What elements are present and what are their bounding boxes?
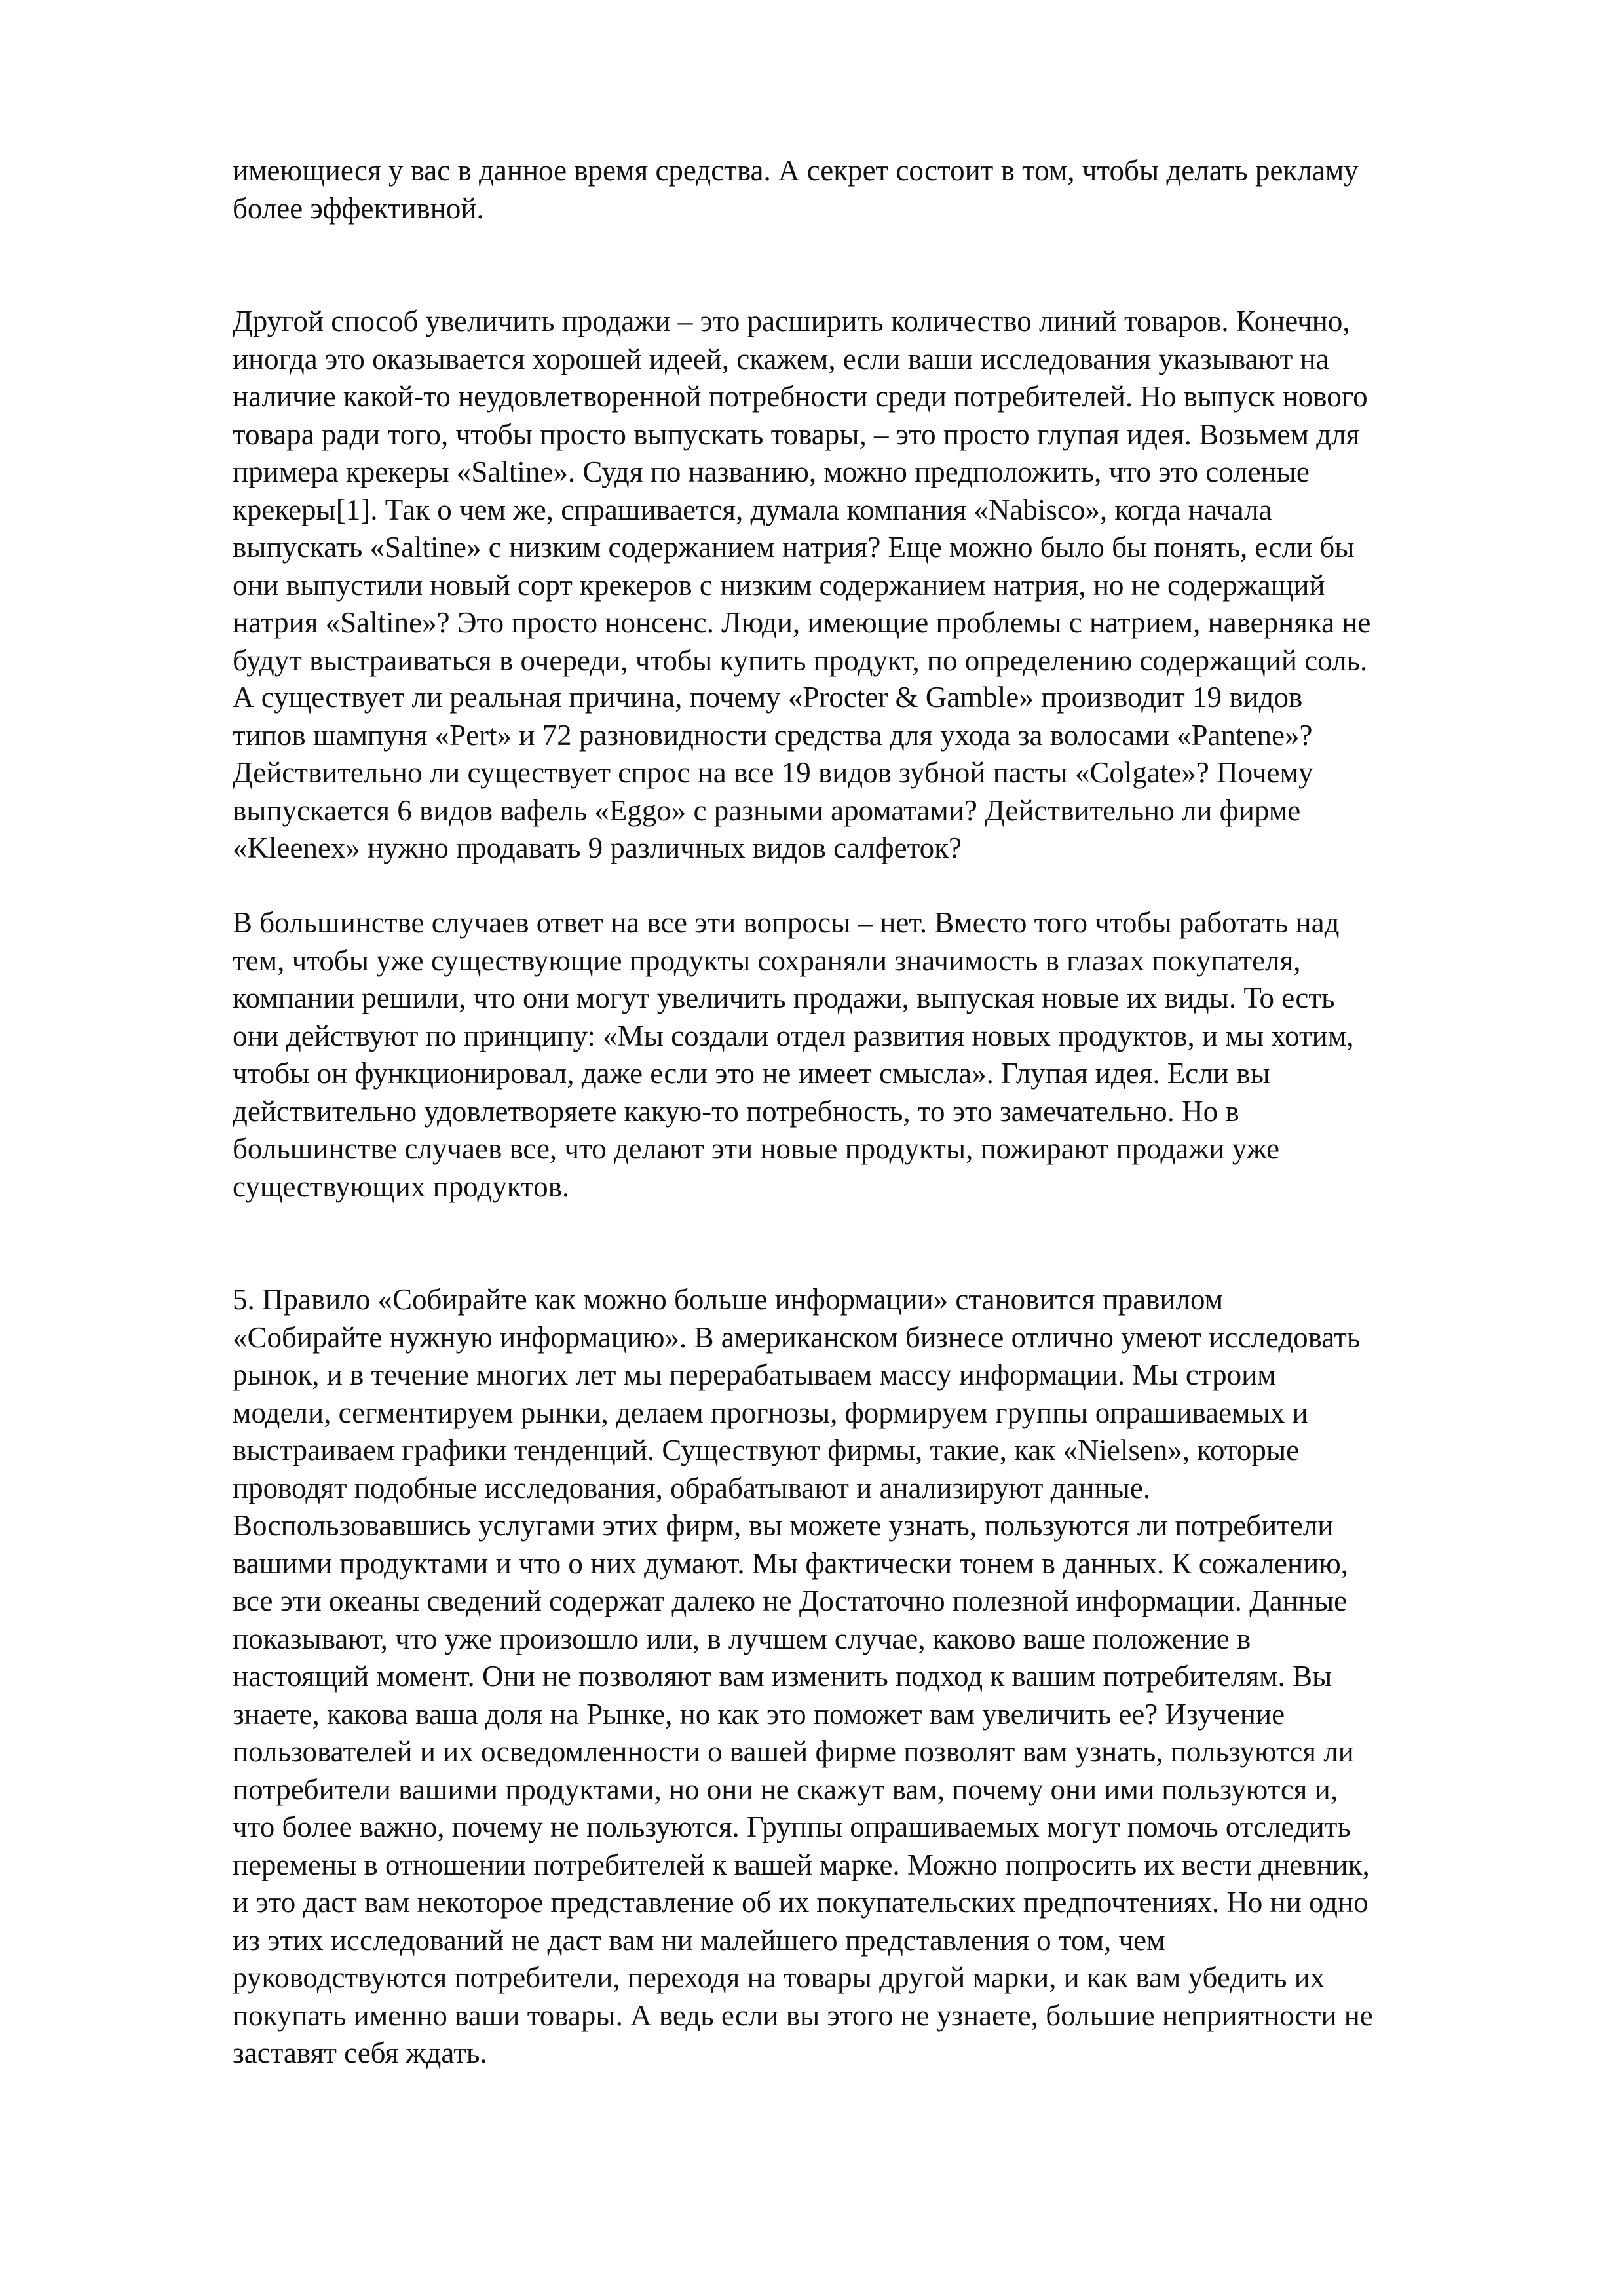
text-line: они действуют по принципу: «Мы создали отдел развития новых продуктов, и мы хотим,	[233, 1019, 1354, 1052]
paragraph-5	[233, 1281, 1536, 2073]
text-line: пользователей и их осведомленности о вашей фирме позволят вам узнать, пользуются ли	[233, 1735, 1354, 1768]
text-line: типов шампуня «Pert» и 72 разновидности средства для ухода за волосами «Pantene»?	[233, 718, 1313, 752]
text-line: все эти океаны сведений содержат далеко не Достаточно полезной информации. Данные	[233, 1584, 1348, 1617]
text-line: товара ради того, чтобы просто выпускать товары, – это просто глупая идея. Возьмем для	[233, 417, 1360, 451]
text-line: показывают, что уже произошло или, в лучшем случае, каково ваше положение в	[233, 1622, 1251, 1655]
text-line: компании решили, что они могут увеличить продажи, выпуская новые их виды. То есть	[233, 982, 1335, 1014]
text-line: тем, чтобы уже существующие продукты сохраняли значимость в глазах покупателя,	[233, 944, 1301, 977]
text-line: более эффективной.	[233, 191, 484, 225]
text-line: потребители вашими продуктами, но они не скажут вам, почему они ими пользуются и,	[233, 1772, 1338, 1806]
text-line: покупать именно ваши товары. А ведь если вы этого не узнаете, большие неприятности не	[233, 1999, 1373, 2032]
paragraph-4	[233, 904, 1536, 1206]
text-line: чтобы он функционировал, даже если это не имеет смысла». Глупая идея. Если вы	[233, 1057, 1270, 1090]
text-line: Воспользовавшись услугами этих фирм, вы можете узнать, пользуются ли потребители	[233, 1509, 1334, 1542]
text-line: вашими продуктами и что о них думают. Мы фактически тонем в данных. К сожалению,	[233, 1546, 1349, 1580]
text-line: выстраиваем графики тенденций. Существуют фирмы, такие, как «Nielsen», которые	[233, 1434, 1300, 1466]
text-line: они выпустили новый сорт крекеров с низким содержанием натрия, но не содержащий	[233, 568, 1325, 602]
text-line: Действительно ли существует спрос на все 19 видов зубной пасты «Colgate»? Почему	[233, 756, 1313, 789]
text-line: рынок, и в течение многих лет мы перерабатываем массу информации. Мы строим	[233, 1358, 1276, 1391]
text-line: натрия «Saltine»? Это просто нонсенс. Люди, имеющие проблемы с натрием, наверняка не	[233, 606, 1371, 639]
text-line: «Собирайте нужную информацию». В американском бизнесе отлично умеют исследовать	[233, 1320, 1361, 1354]
text-line: действительно удовлетворяете какую-то потребность, то это замечательно. Но в	[233, 1094, 1239, 1128]
text-line: существующих продуктов.	[233, 1170, 570, 1203]
text-line: крекеры[1]. Так о чем же, спрашивается, думала компания «Nabisco», когда начала	[233, 493, 1272, 526]
text-line: из этих исследований не даст вам ни малейшего представления о том, чем	[233, 1923, 1165, 1957]
paragraph-3	[233, 679, 1536, 868]
text-line: будут выстраиваться в очереди, чтобы купить продукт, по определению содержащий соль.	[233, 643, 1368, 677]
text-line: В большинстве случаев ответ на все эти вопросы – нет. Вместо того чтобы работать над	[233, 906, 1340, 939]
text-line: проводят подобные исследования, обрабатывают и анализируют данные.	[233, 1471, 1151, 1504]
text-line: имеющиеся у вас в данное время средства. А секрет состоит в том, чтобы делать рекламу	[233, 154, 1359, 187]
text-line: и это даст вам некоторое представление об их покупательских предпочтениях. Но ни одно	[233, 1886, 1369, 1919]
text-line: что более важно, почему не пользуются. Группы опрашиваемых могут помочь отследить	[233, 1810, 1351, 1843]
text-line: А существует ли реальная причина, почему «Procter & Gamble» производит 19 видов	[233, 681, 1303, 714]
text-line: примера крекеры «Saltine». Судя по названию, можно предположить, что это соленые	[233, 455, 1310, 488]
text-line: иногда это оказывается хорошей идеей, скажем, если ваши исследования указывают на	[233, 342, 1329, 375]
text-line: наличие какой-то неудовлетворенной потребности среди потребителей. Но выпуск нового	[233, 380, 1368, 413]
paragraph-2	[233, 303, 1536, 679]
text-line: «Kleenex» нужно продавать 9 различных видов салфеток?	[233, 832, 962, 864]
text-line: большинстве случаев все, что делают эти новые продукты, пожирают продажи уже	[233, 1132, 1280, 1165]
text-line: 5. Правило «Собирайте как можно больше информации» становится правилом	[233, 1283, 1224, 1316]
text-line: модели, сегментируем рынки, делаем прогнозы, формируем группы опрашиваемых и	[233, 1396, 1308, 1429]
paragraph-1	[233, 152, 1536, 227]
text-line: Другой способ увеличить продажи – это расширить количество линий товаров. Конечно,	[233, 305, 1350, 337]
text-line: выпускать «Saltine» с низким содержанием натрия? Еще можно было бы понять, если бы	[233, 531, 1355, 564]
text-line: перемены в отношении потребителей к вашей марке. Можно попросить их вести дневник,	[233, 1848, 1370, 1881]
text-line: руководствуются потребители, переходя на товары другой марки, и как вам убедить их	[233, 1961, 1325, 1994]
text-line: настоящий момент. Они не позволяют вам изменить подход к вашим потребителям. Вы	[233, 1660, 1332, 1693]
text-line: выпускается 6 видов вафель «Eggo» с разными ароматами? Действительно ли фирме	[233, 794, 1301, 827]
text-line: заставят себя ждать.	[233, 2037, 487, 2069]
text-line: знаете, какова ваша доля на Рынке, но как это поможет вам увеличить ее? Изучение	[233, 1697, 1285, 1731]
